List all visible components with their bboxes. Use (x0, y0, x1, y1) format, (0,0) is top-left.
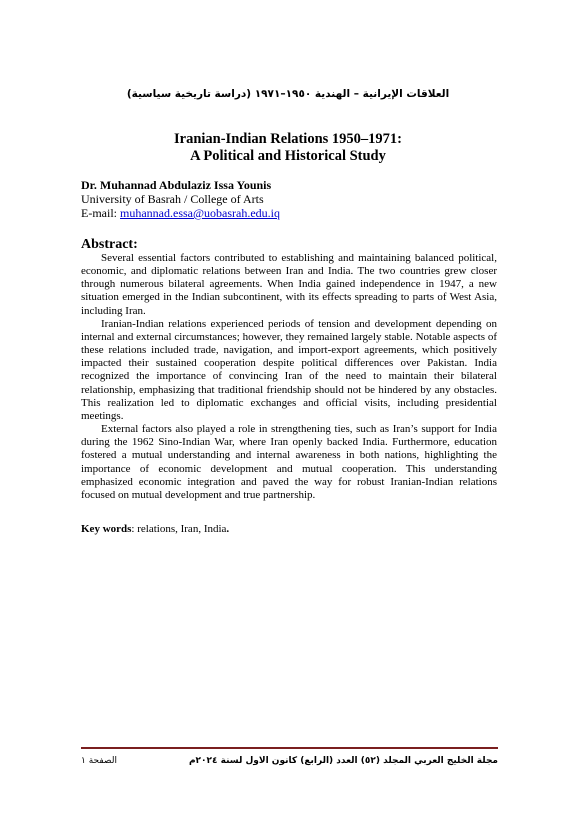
author-email-line (81, 206, 501, 220)
paper-title-line-1: Iranian-Indian Relations 1950–1971: (173, 131, 402, 147)
keywords-line (81, 523, 229, 535)
author-block (81, 178, 501, 220)
email-link[interactable]: muhannad.essa@uobasrah.edu.iq (120, 206, 281, 220)
abstract-body (81, 252, 497, 502)
author-name: Dr. Muhannad Abdulaziz Issa Younis (81, 178, 272, 192)
abstract-heading: Abstract: (81, 237, 138, 252)
paper-title (0, 131, 576, 165)
abstract-paragraph-3: External factors also played a role in strengthening ties, such as Iran’s support for India during the 1962 Sino-Indian War, where Iran openly backed India. Furthermore, education fostered a mutual understanding and internal awareness in both nations, highlighting the importance of economic development and mutual cooperation. This understanding emphasized economic integration and paved the way for robust Iranian-Indian relations focused on mutual development and true partnership. (81, 423, 497, 501)
running-head: العلاقات الإيرانية – الهندية ١٩٥٠–١٩٧١ (دراسة تاريخية سياسية) (126, 88, 450, 100)
footer-page-number: الصفحة ١ (81, 756, 117, 766)
footer-rule (81, 747, 498, 749)
abstract-paragraph-2: Iranian-Indian relations experienced periods of tension and development depending on internal and external circumstances; however, they remained largely stable. Notable aspects of these relations included trade, navigation, and import-export agreements, which positively impacted their sustained cooperation despite political differences over Pakistan. India recognized the importance of convincing Iran of the need to maintain their bilateral relationship, emphasizing that traditional friendship should not be hindered by any obstacles. This realization led to diplomatic exchanges and official visits, including presidential meetings. (81, 317, 497, 422)
abstract-paragraph-1: Several essential factors contributed to establishing and maintaining balanced political, economic, and diplomatic relations between Iran and India. The two countries grew closer through numerous bilateral agreements. When India gained independence in 1947, a new situation emerged in the Indian subcontinent, with its effects spreading to parts of West Asia, including Iran. (81, 252, 497, 317)
keywords-end: . (226, 523, 230, 535)
email-label: E-mail: (81, 206, 120, 220)
keywords-label: Key words (81, 523, 132, 535)
paper-title-line-2: A Political and Historical Study (190, 148, 386, 164)
keywords-text: : relations, Iran, India (131, 523, 227, 535)
author-affiliation: University of Basrah / College of Arts (81, 192, 264, 206)
footer-journal-citation: مجلة الخليج العربي المجلد (٥٢) العدد (الرابع) كانون الاول لسنة ٢٠٢٤م (188, 756, 498, 766)
